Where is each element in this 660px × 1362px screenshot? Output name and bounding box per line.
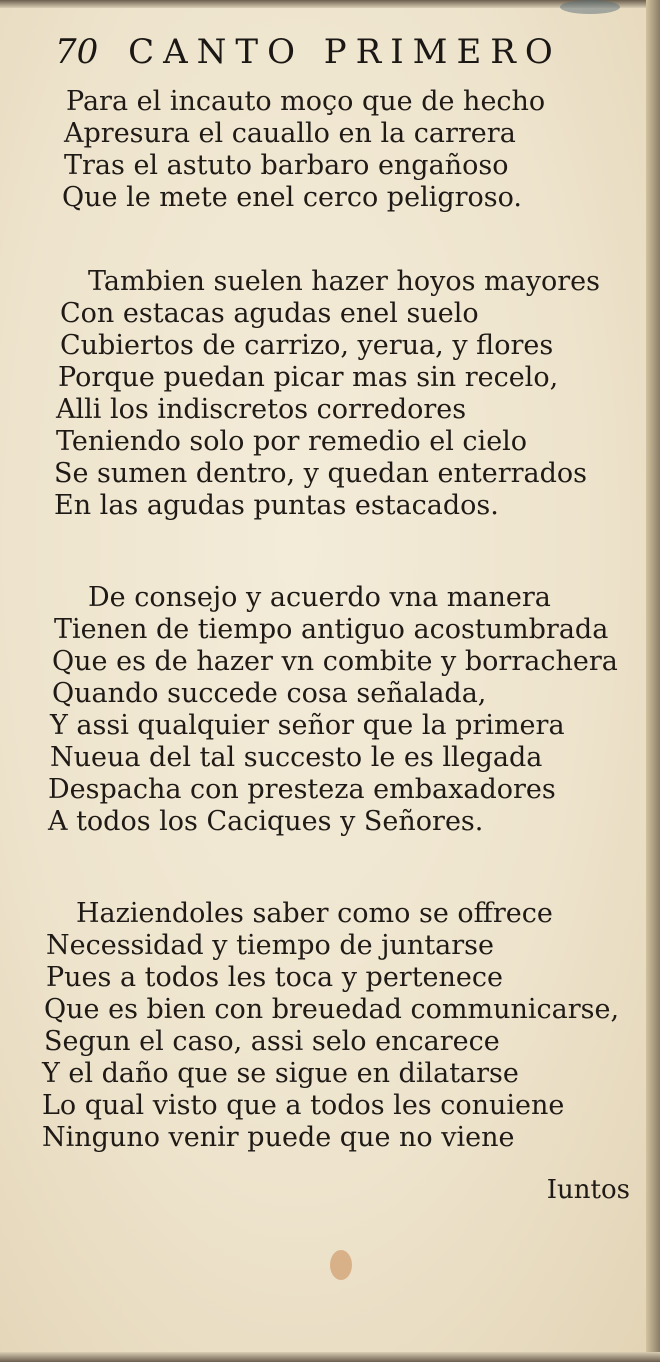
verse-line: Y assi qualquier señor que la primera [50, 710, 565, 741]
paper-stain [330, 1250, 352, 1280]
stanza [0, 898, 640, 1154]
verse-line: Segun el caso, assi selo encarece [44, 1026, 500, 1057]
verse-line: A todos los Caciques y Señores. [48, 806, 484, 837]
verse-line: Y el daño que se sigue en dilatarse [42, 1058, 519, 1089]
verse-line: Pues a todos les toca y pertenece [46, 962, 503, 993]
running-header [55, 32, 562, 72]
catchword: Iuntos [546, 1175, 630, 1205]
verse-line: Que es bien con breuedad communicarse, [44, 994, 620, 1025]
verse-line: Tienen de tiempo antiguo acostumbrada [54, 614, 609, 645]
verse-line: Necessidad y tiempo de juntarse [46, 930, 495, 961]
page-bottom-edge [0, 1352, 660, 1362]
verse-line: Quando succede cosa señalada, [52, 678, 487, 709]
verse-line: En las agudas puntas estacados. [54, 490, 499, 521]
verse-line: Se sumen dentro, y quedan enterrados [54, 458, 588, 489]
verse-line: Despacha con presteza embaxadores [48, 774, 556, 805]
verse-line: Tras el astuto barbaro engañoso [64, 150, 509, 181]
verse-line: Tambien suelen hazer hoyos mayores [88, 266, 601, 297]
verse-line: Ninguno venir puede que no viene [42, 1122, 515, 1153]
stanza [0, 86, 640, 214]
verse-line: Cubiertos de carrizo, yerua, y flores [60, 330, 554, 361]
verse-line: De consejo y acuerdo vna manera [88, 582, 551, 613]
verse-line: Porque puedan picar mas sin recelo, [58, 362, 559, 393]
verse-line: Lo qual visto que a todos les conuiene [42, 1090, 565, 1121]
running-head-title: CANTO PRIMERO [128, 32, 562, 72]
page-number: 70 [55, 32, 99, 72]
verse-line: Haziendoles saber como se offrece [76, 898, 553, 929]
stanza [0, 266, 640, 522]
paper-stain [560, 0, 620, 14]
verse-line: Alli los indiscretos corredores [56, 394, 467, 425]
verse-line: Teniendo solo por remedio el cielo [56, 426, 528, 457]
verse-line: Que le mete enel cerco peligroso. [62, 182, 523, 213]
verse-line: Que es de hazer vn combite y borrachera [52, 646, 618, 677]
verse-line: Para el incauto moço que de hecho [66, 86, 546, 117]
stanza [0, 582, 640, 838]
verse-line: Apresura el cauallo en la carrera [64, 118, 516, 149]
page-right-edge [646, 0, 660, 1362]
verse-line: Nueua del tal succesto le es llegada [50, 742, 543, 773]
verse-line: Con estacas agudas enel suelo [60, 298, 479, 329]
